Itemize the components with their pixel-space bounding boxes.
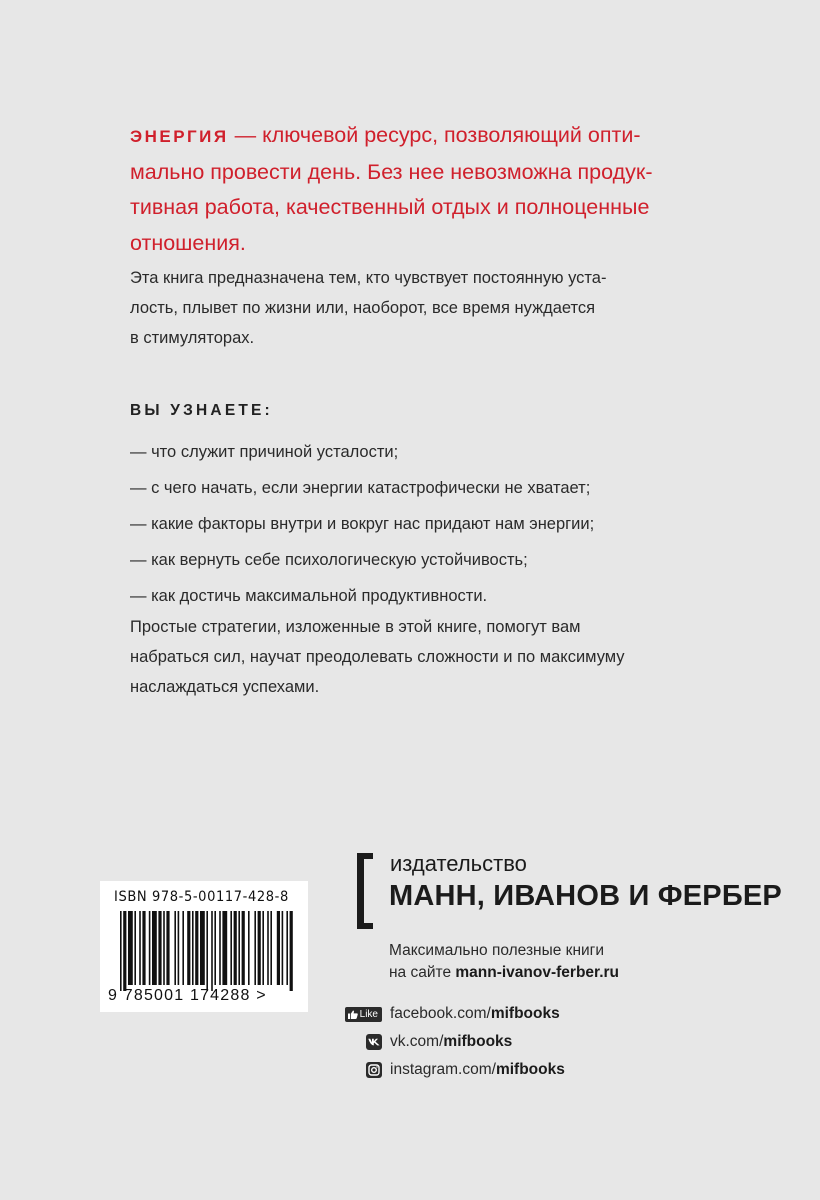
facebook-handle: mifbooks	[490, 1005, 560, 1022]
barcode-bar	[230, 911, 232, 985]
audience-line-3: в стимуляторах.	[130, 329, 255, 347]
closing-line-1: Простые стратегии, изложенные в этой книге, помогут вам	[130, 618, 581, 636]
site-prefix: на сайте	[389, 964, 456, 981]
social-links	[338, 1000, 565, 1084]
closing-paragraph	[130, 612, 690, 702]
social-vk[interactable]	[338, 1028, 565, 1056]
list-item: — что служит причиной усталости;	[130, 443, 399, 461]
barcode-bar	[219, 911, 221, 985]
barcode-bar	[120, 911, 122, 991]
barcode-bar	[163, 911, 165, 985]
barcode-bar	[195, 911, 198, 985]
barcode-bar	[158, 911, 161, 985]
barcode-bar	[286, 911, 288, 985]
barcode-bar	[142, 911, 145, 985]
barcode-bar	[254, 911, 256, 985]
barcode-bar	[128, 911, 133, 985]
like-label: Like	[359, 1008, 378, 1020]
vk-domain: vk.com/	[390, 1033, 444, 1050]
barcode-bar	[206, 911, 208, 991]
barcode-bar	[149, 911, 151, 985]
barcode-bar	[242, 911, 245, 985]
list-item: — как достичь максимальной продуктивности.	[130, 587, 488, 605]
list-item: — какие факторы внутри и вокруг нас придают нам энергии;	[130, 515, 595, 533]
intro-keyword: ЭНЕРГИЯ	[130, 127, 229, 146]
barcode-bar	[166, 911, 169, 985]
social-instagram[interactable]	[338, 1056, 565, 1084]
barcode-bar	[214, 911, 216, 985]
barcode-bar	[270, 911, 272, 985]
isbn-barcode	[100, 881, 308, 1012]
barcode-bar	[238, 911, 240, 985]
vk-handle: mifbooks	[443, 1033, 513, 1050]
barcode-bar	[182, 911, 184, 985]
barcode-bar	[262, 911, 264, 985]
list-item: — с чего начать, если энергии катастрофически не хватает;	[130, 479, 591, 497]
isbn-number: ISBN 978-5-00117-428-8	[114, 889, 289, 905]
intro-paragraph	[130, 118, 690, 261]
facebook-domain: facebook.com/	[390, 1005, 491, 1022]
learn-list	[130, 434, 690, 614]
closing-line-2: набраться сил, научат преодолевать сложности и по максимуму	[130, 648, 625, 666]
barcode-bar	[282, 911, 284, 985]
vk-icon	[366, 1034, 382, 1050]
barcode-bar	[267, 911, 269, 985]
publisher-bracket-logo	[357, 853, 375, 929]
instagram-icon	[366, 1062, 382, 1078]
instagram-handle: mifbooks	[495, 1061, 565, 1078]
publisher-site	[389, 940, 619, 984]
barcode-bar	[258, 911, 261, 985]
thumbs-up-icon	[348, 1010, 358, 1019]
audience-line-2: лость, плывет по жизни или, наоборот, все время нуждается	[130, 299, 596, 317]
barcode-bar	[187, 911, 190, 985]
barcode-bar	[123, 911, 126, 991]
barcode-bar	[211, 911, 213, 991]
barcode-digits: 9 785001 174288 >	[108, 987, 267, 1004]
intro-line-2: мально провести день. Без нее невозможна продук-	[130, 159, 653, 184]
barcode-bar	[234, 911, 237, 985]
social-facebook[interactable]	[338, 1000, 565, 1028]
instagram-domain: instagram.com/	[390, 1061, 496, 1078]
barcode-bar	[277, 911, 280, 985]
audience-paragraph	[130, 263, 690, 353]
barcode-bar	[248, 911, 250, 985]
barcode-bar	[134, 911, 136, 985]
closing-line-3: наслаждаться успехами.	[130, 678, 320, 696]
barcode-bar	[174, 911, 176, 985]
intro-line-4: отношения.	[130, 230, 246, 255]
audience-line-1: Эта книга предназначена тем, кто чувствует постоянную уста-	[130, 269, 607, 287]
intro-line-1: — ключевой ресурс, позволяющий опти-	[228, 123, 641, 147]
list-item: — как вернуть себе психологическую устойчивость;	[130, 551, 528, 569]
publisher-label: издательство	[390, 851, 527, 876]
intro-line-3: тивная работа, качественный отдых и полноценные	[130, 195, 650, 219]
barcode-bar	[200, 911, 205, 985]
barcode-bar	[178, 911, 180, 985]
site-url-link[interactable]: mann-ivanov-ferber.ru	[455, 964, 620, 981]
barcode-bar	[290, 911, 293, 991]
publisher-name: МАНН, ИВАНОВ И ФЕРБЕР	[389, 880, 782, 912]
barcode-bar	[139, 911, 141, 985]
learn-heading: ВЫ УЗНАЕТЕ:	[130, 402, 273, 419]
facebook-like-icon	[345, 1007, 382, 1022]
barcode-bar	[152, 911, 157, 985]
barcode-bar	[192, 911, 194, 985]
barcode-bar	[222, 911, 227, 985]
site-line-1: Максимально полезные книги	[389, 942, 604, 959]
